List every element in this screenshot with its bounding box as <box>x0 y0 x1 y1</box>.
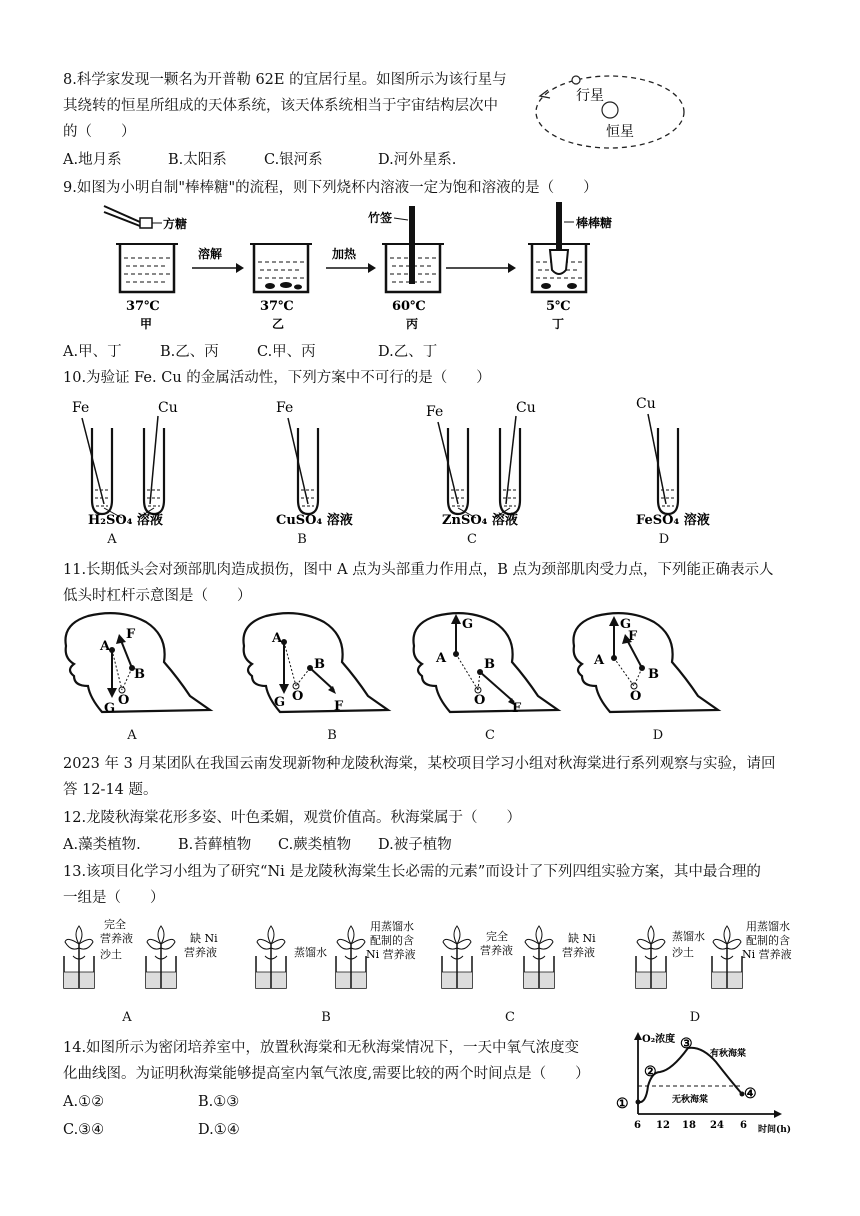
distilled-label-b: 蒸馏水 <box>294 946 327 959</box>
svg-text:G: G <box>104 701 116 716</box>
q12-option-a: A.藻类植物. <box>63 837 141 853</box>
q8-orbit-figure <box>530 68 690 158</box>
planet-label: 行星 <box>576 88 604 104</box>
complete-label-c2: 营养液 <box>480 944 513 957</box>
sugar-cube-icon <box>140 218 152 228</box>
q9-option-a: A.甲、丁 <box>63 344 122 360</box>
svg-text:B: B <box>134 667 145 682</box>
x-tick-18: 18 <box>682 1120 696 1131</box>
nisol-label-d2: 配制的含 <box>746 934 790 947</box>
intro-line-1: 2023 年 3 月某团队在我国云南发现新物种龙陵秋海棠，某校项目学习小组对秋海棠进行系列观察与实验，请回 <box>63 756 776 772</box>
q12-option-b: B.苔藓植物 <box>178 837 252 853</box>
point-4: ④ <box>744 1086 757 1102</box>
temp-yi: 37℃ <box>260 299 294 314</box>
setup-13d <box>636 919 792 988</box>
point-1: ① <box>616 1096 629 1112</box>
star-label: 恒星 <box>606 124 634 140</box>
svg-text:O: O <box>292 689 304 704</box>
q11-caption-a: A <box>127 728 137 743</box>
q9-option-c: C.甲、丙 <box>257 344 316 360</box>
q10-caption-a: A <box>107 532 117 547</box>
name-ding: 丁 <box>552 317 565 331</box>
lollipop-label: 棒棒糖 <box>576 216 613 230</box>
lackni-label-c: 缺 Ni <box>568 932 596 945</box>
q12-option-d: D.被子植物 <box>378 837 452 853</box>
q8-option-b: B.太阳系 <box>168 152 227 168</box>
lollipop-candy-icon <box>550 250 568 274</box>
svg-text:A: A <box>594 653 605 668</box>
q14-line-1: 14.如图所示为密闭培养室中，放置秋海棠和无秋海棠情况下，一天中氧气浓度变 <box>63 1040 580 1056</box>
q9-option-b: B.乙、丙 <box>160 344 219 360</box>
sand-label-d: 沙土 <box>672 946 694 959</box>
stick-label: 竹签 <box>368 211 393 225</box>
lever-option-a <box>65 613 210 716</box>
complete-label-a2: 营养液 <box>100 932 133 945</box>
svg-text:F: F <box>334 699 344 714</box>
without-plant-label: 无秋海棠 <box>672 1095 709 1105</box>
q11-line-2: 低头时杠杆示意图是（ ） <box>63 588 252 604</box>
q13-experiment-figure <box>60 910 800 1006</box>
cu-label-d: Cu <box>636 396 656 412</box>
x-tick-6a: 6 <box>634 1120 641 1131</box>
q13-caption-d: D <box>689 1010 701 1025</box>
cu-label-c: Cu <box>516 400 536 416</box>
q14-option-d: D.①④ <box>198 1122 240 1138</box>
q12-option-c: C.蕨类植物 <box>278 837 352 853</box>
svg-text:F: F <box>512 701 522 716</box>
temp-jia: 37℃ <box>126 299 160 314</box>
q14-option-b: B.①③ <box>198 1094 240 1110</box>
lever-option-d <box>573 613 718 712</box>
q8-option-d: D.河外星系. <box>378 152 457 168</box>
temp-ding: 5℃ <box>546 299 571 314</box>
q11-caption-c: C <box>485 728 495 743</box>
q11-caption-b: B <box>327 728 337 743</box>
q10-stem: 10.为验证 Fe. Cu 的金属活动性，下列方案中不可行的是（ ） <box>63 370 491 386</box>
fe-label-b: Fe <box>276 400 294 416</box>
q12-stem: 12.龙陵秋海棠花形多姿、叶色柔媚，观赏价值高。秋海棠属于（ ） <box>63 810 522 826</box>
x-axis-label: 时间(h) <box>758 1125 792 1135</box>
fe-label-a: Fe <box>72 400 90 416</box>
setup-a <box>72 400 178 528</box>
lackni-label-a: 缺 Ni <box>190 932 218 945</box>
setup-13a <box>64 917 218 988</box>
x-tick-24: 24 <box>710 1120 724 1131</box>
setup-13b <box>256 919 416 988</box>
with-plant-label: 有秋海棠 <box>710 1049 747 1059</box>
q10-test-tube-figure <box>70 392 730 530</box>
bamboo-stick-icon <box>409 206 415 284</box>
q9-stem: 9.如图为小明自制"棒棒糖"的流程，则下列烧杯内溶液一定为饱和溶液的是（ ） <box>63 180 598 196</box>
q11-caption-d: D <box>652 728 664 743</box>
complete-label-a: 完全 <box>104 918 126 931</box>
lever-option-b <box>243 613 388 714</box>
point-2: ② <box>644 1064 657 1080</box>
svg-text:G: G <box>620 617 632 632</box>
svg-text:B: B <box>648 667 659 682</box>
q9-lollipop-figure <box>100 200 640 335</box>
q8-option-a: A.地月系 <box>63 152 122 168</box>
sugar-label: 方糖 <box>163 217 188 231</box>
x-tick-12: 12 <box>656 1120 670 1131</box>
point-3: ③ <box>680 1036 693 1052</box>
q9-option-d: D.乙、丁 <box>378 344 438 360</box>
tweezers-icon <box>104 206 140 226</box>
sand-label-a: 沙土 <box>100 948 122 961</box>
q14-option-a: A.①② <box>63 1094 105 1110</box>
svg-text:B: B <box>484 657 495 672</box>
q8-line-1: 8.科学家发现一颗名为开普勒 62E 的宜居行星。如图所示为该行星与 <box>63 72 507 88</box>
lever-option-c <box>413 613 558 716</box>
x-tick-6b: 6 <box>740 1120 747 1131</box>
svg-text:B: B <box>314 657 325 672</box>
svg-text:O: O <box>118 693 130 708</box>
q11-lever-figure <box>60 606 780 722</box>
lackni-label-c2: 营养液 <box>562 946 595 959</box>
cu-label-a: Cu <box>158 400 178 416</box>
svg-text:F: F <box>126 627 136 642</box>
svg-text:O: O <box>630 689 642 704</box>
star-circle <box>602 102 618 118</box>
solution-label-b: CuSO₄ 溶液 <box>276 513 353 528</box>
nisol-label-d3: Ni 营养液 <box>742 948 792 961</box>
q13-caption-a: A <box>122 1010 132 1025</box>
q13-line-2: 一组是（ ） <box>63 890 165 906</box>
solution-label-d: FeSO₄ 溶液 <box>636 513 710 528</box>
q14-oxygen-chart <box>612 1026 812 1136</box>
nisol-label-b: 用蒸馏水 <box>370 920 414 933</box>
fe-label-c: Fe <box>426 404 444 420</box>
name-bing: 丙 <box>406 317 419 331</box>
solution-label-c: ZnSO₄ 溶液 <box>442 513 518 528</box>
planet-dot <box>572 76 580 84</box>
beaker-jia <box>116 244 178 292</box>
svg-text:A: A <box>436 651 447 666</box>
heat-label: 加热 <box>332 247 357 261</box>
complete-label-c: 完全 <box>486 930 508 943</box>
dissolve-label: 溶解 <box>198 247 223 261</box>
setup-c <box>426 400 536 528</box>
nisol-label-b2: 配制的含 <box>370 934 414 947</box>
q13-line-1: 13.该项目化学习小组为了研究“Ni 是龙陵秋海棠生长必需的元素”而设计了下列四组实验方案，其中最合理的 <box>63 864 761 880</box>
intro-line-2: 答 12-14 题。 <box>63 782 158 798</box>
q10-caption-c: C <box>467 532 477 547</box>
q8-line-2: 其绕转的恒星所组成的天体系统，该天体系统相当于宇宙结构层次中 <box>63 98 498 114</box>
q10-caption-d: D <box>658 532 670 547</box>
svg-text:G: G <box>462 617 474 632</box>
svg-text:F: F <box>628 629 638 644</box>
svg-text:A: A <box>100 639 111 654</box>
temp-bing: 60℃ <box>392 299 426 314</box>
svg-text:G: G <box>274 695 286 710</box>
setup-d <box>636 396 710 528</box>
svg-text:A: A <box>272 631 283 646</box>
q11-line-1: 11.长期低头会对颈部肌肉造成损伤，图中 A 点为头部重力作用点，B 点为颈部肌肉受力点，下列能正确表示人 <box>63 562 774 578</box>
solution-label-a: H₂SO₄ 溶液 <box>88 513 163 528</box>
svg-text:O: O <box>474 693 486 708</box>
name-yi: 乙 <box>272 317 285 331</box>
setup-13c <box>442 926 596 988</box>
nisol-label-d: 用蒸馏水 <box>746 920 790 933</box>
q10-caption-b: B <box>297 532 307 547</box>
q8-option-c: C.银河系 <box>264 152 323 168</box>
q13-caption-b: B <box>321 1010 331 1025</box>
lackni-label-a2: 营养液 <box>184 946 217 959</box>
setup-b <box>276 400 353 528</box>
y-axis-label: O₂浓度 <box>642 1034 676 1045</box>
lollipop-stick-icon <box>556 202 562 252</box>
name-jia: 甲 <box>140 317 153 331</box>
nisol-label-b3: Ni 营养液 <box>366 948 416 961</box>
q14-option-c: C.③④ <box>63 1122 105 1138</box>
distilled-label-d: 蒸馏水 <box>672 930 705 943</box>
q8-line-3: 的（ ） <box>63 124 136 140</box>
q13-caption-c: C <box>505 1010 515 1025</box>
beaker-yi <box>250 244 312 292</box>
q14-line-2: 化曲线图。为证明秋海棠能够提高室内氧气浓度,需要比较的两个时间点是（ ） <box>63 1066 590 1082</box>
